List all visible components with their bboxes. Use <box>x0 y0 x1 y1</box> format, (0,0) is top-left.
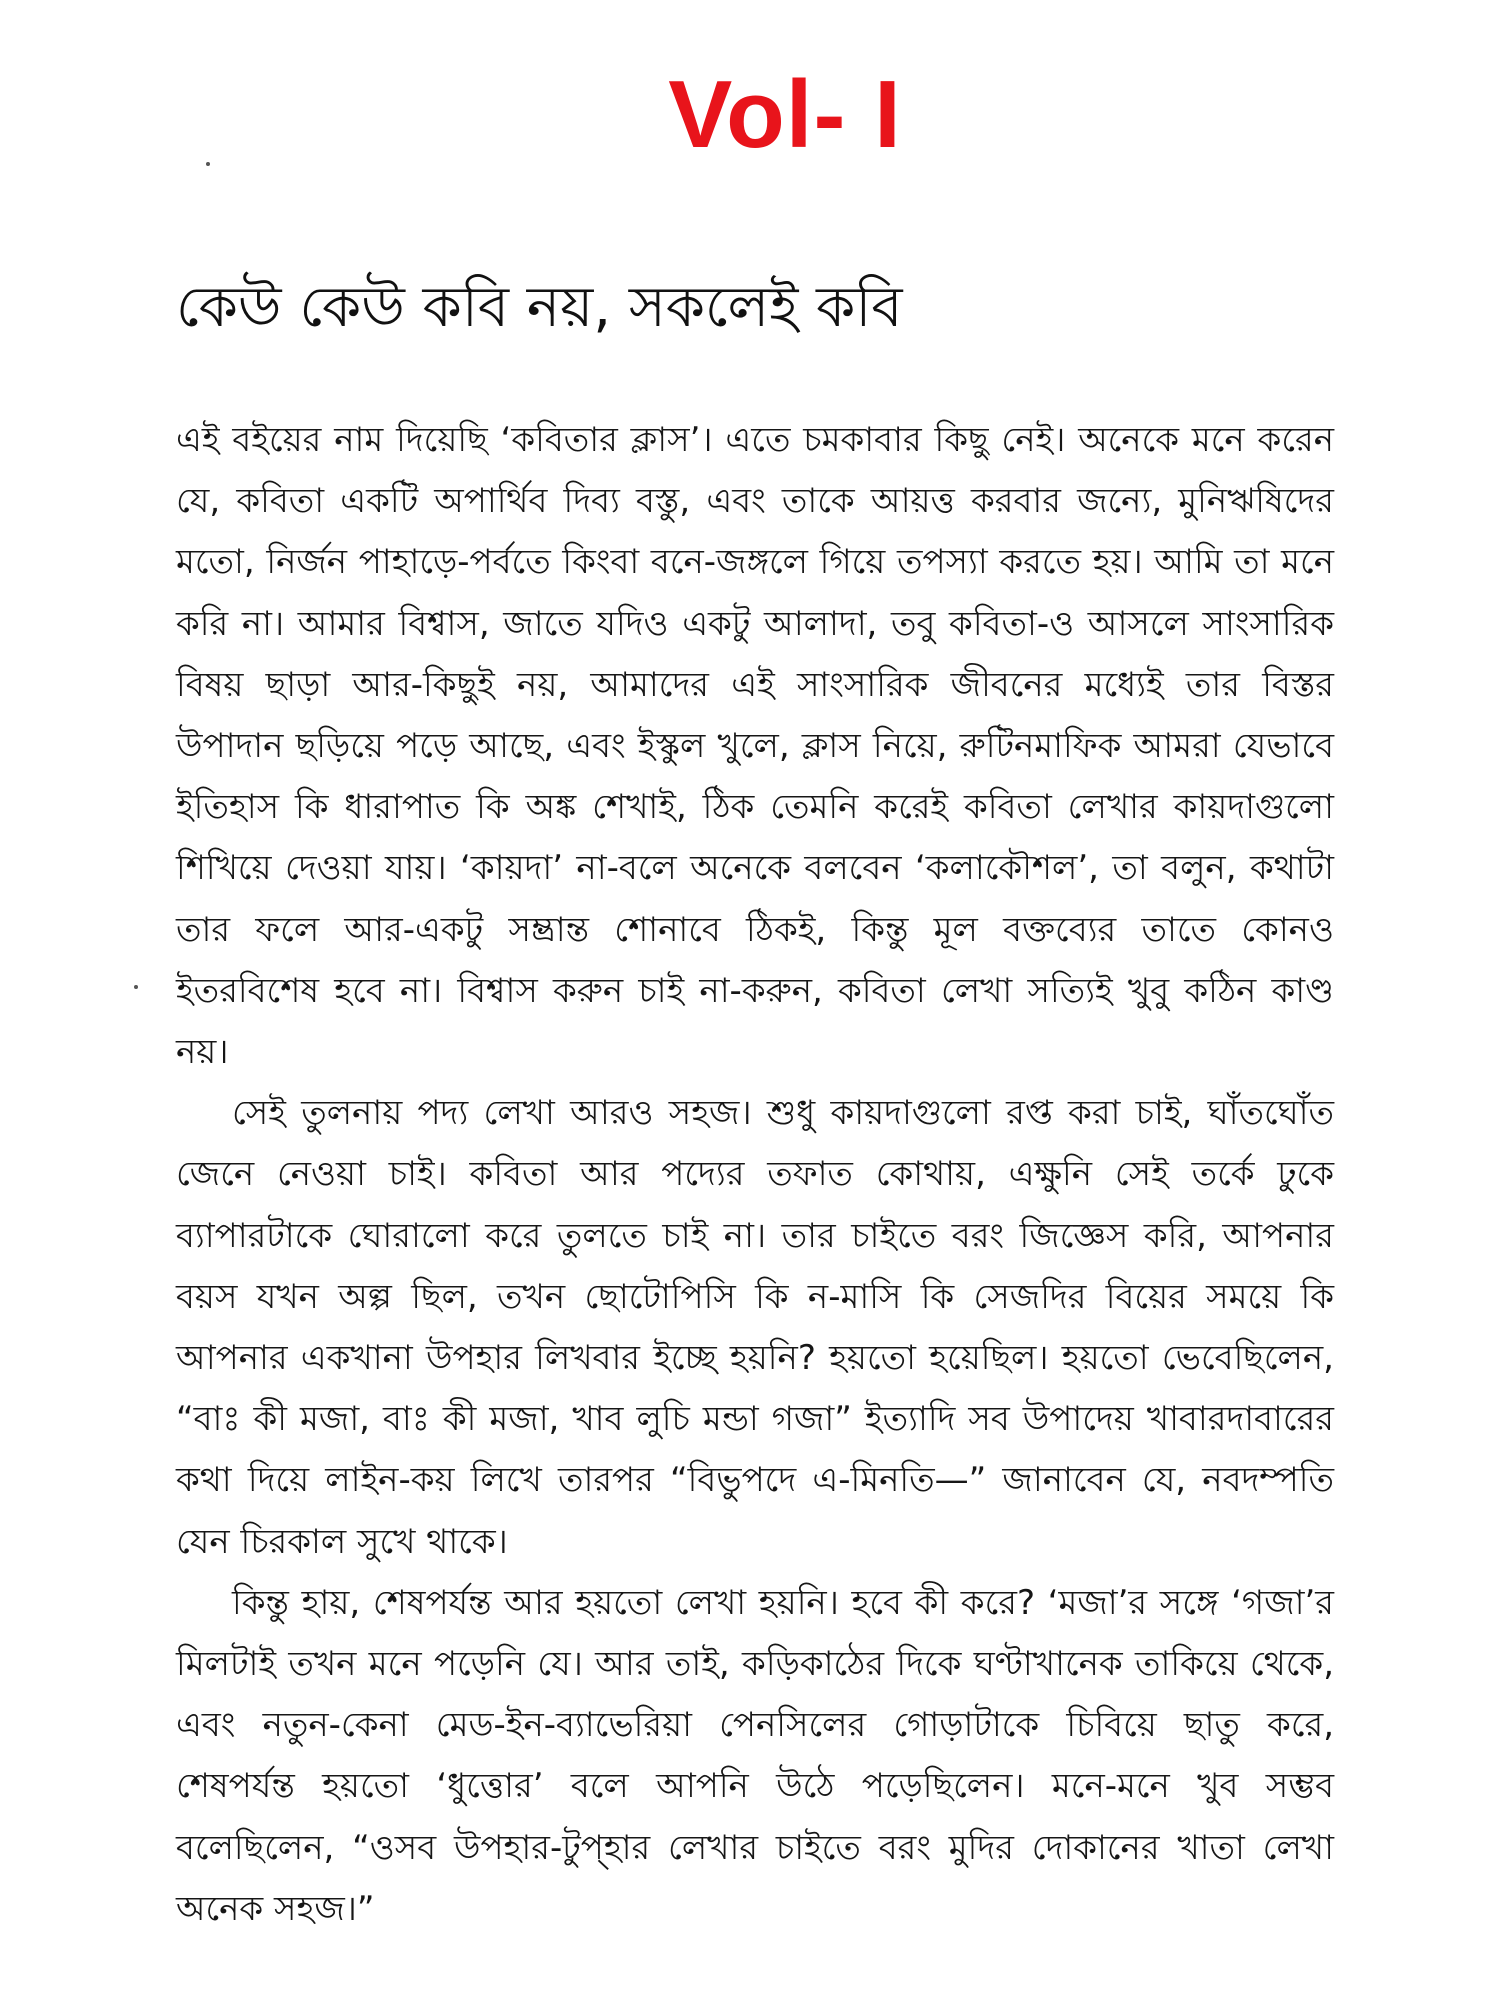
volume-label: Vol- I <box>668 61 902 168</box>
chapter-title: কেউ কেউ কবি নয়, সকলেই কবি <box>176 275 903 340</box>
paragraph-3: কিন্তু হায়, শেষপর্যন্ত আর হয়তো লেখা হয়নি। হবে কী করে? ‘মজা’র সঙ্গে ‘গজা’র মিলটাই তখন মনে পড়েনি যে। আর তাই, কড়িকাঠের দিকে ঘণ্টাখানেক তাকিয়ে থেকে, এবং নতুন-কেনা মেড-ইন-ব্যাভেরিয়া পেনসিলের গোড়াটাকে চিবিয়ে ছাতু করে, শেষপর্যন্ত হয়তো ‘ধুত্তোর’ বলে আপনি উঠে পড়েছিলেন। মনে-মনে খুব সম্ভব বলেছিলেন, “ওসব উপহার-টুপ্‌হার লেখার চাইতে বরং মুদির দোকানের খাতা লেখা অনেক সহজ।” <box>176 1582 1334 1929</box>
paragraph-1: এই বইয়ের নাম দিয়েছি ‘কবিতার ক্লাস’। এতে চমকাবার কিছু নেই। অনেকে মনে করেন যে, কবিতা একটি অপার্থিব দিব্য বস্তু, এবং তাকে আয়ত্ত করবার জন্যে, মুনিঋষিদের মতো, নির্জন পাহাড়ে-পর্বতে কিংবা বনে-জঙ্গলে গিয়ে তপস্যা করতে হয়। আমি তা মনে করি না। আমার বিশ্বাস, জাতে যদিও একটু আলাদা, তবু কবিতা-ও আসলে সাংসারিক বিষয় ছাড়া আর-কিছুই নয়, আমাদের এই সাংসারিক জীবনের মধ্যেই তার বিস্তর উপাদান ছড়িয়ে পড়ে আছে, এবং ইস্কুল খুলে, ক্লাস নিয়ে, রুটিনমাফিক আমরা যেভাবে ইতিহাস কি ধারাপাত কি অঙ্ক শেখাই, ঠিক তেমনি করেই কবিতা লেখার কায়দাগুলো শিখিয়ে দেওয়া যায়। ‘কায়দা’ না-বলে অনেকে বলবেন ‘কলাকৌশল’, তা বলুন, কথাটা তার ফলে আর-একটু সম্ভ্রান্ত শোনাবে ঠিকই, কিন্তু মূল বক্তব্যের তাতে কোনও ইতরবিশেষ হবে না। বিশ্বাস করুন চাই না-করুন, কবিতা লেখা সত্যিই খুবু কঠিন কাণ্ড নয়। <box>176 420 1334 1073</box>
print-speck <box>206 162 210 166</box>
paragraph-2: সেই তুলনায় পদ্য লেখা আরও সহজ। শুধু কায়দাগুলো রপ্ত করা চাই, ঘাঁতঘোঁত জেনে নেওয়া চাই। কবিতা আর পদ্যের তফাত কোথায়, এক্ষুনি সেই তর্কে ঢুকে ব্যাপারটাকে ঘোরালো করে তুলতে চাই না। তার চাইতে বরং জিজ্ঞেস করি, আপনার বয়স যখন অল্প ছিল, তখন ছোটোপিসি কি ন-মাসি কি সেজদির বিয়ের সময়ে কি আপনার একখানা উপহার লিখবার ইচ্ছে হয়নি? হয়তো হয়েছিল। হয়তো ভেবেছিলেন, “বাঃ কী মজা, বাঃ কী মজা, খাব লুচি মন্ডা গজা” ইত্যাদি সব উপাদেয় খাবারদাবারের কথা দিয়ে লাইন-কয় লিখে তারপর “বিভুপদে এ-মিনতি—” জানাবেন যে, নবদম্পতি যেন চিরকাল সুখে থাকে। <box>176 1093 1334 1562</box>
body-text <box>176 410 1334 1940</box>
print-speck <box>134 985 138 989</box>
